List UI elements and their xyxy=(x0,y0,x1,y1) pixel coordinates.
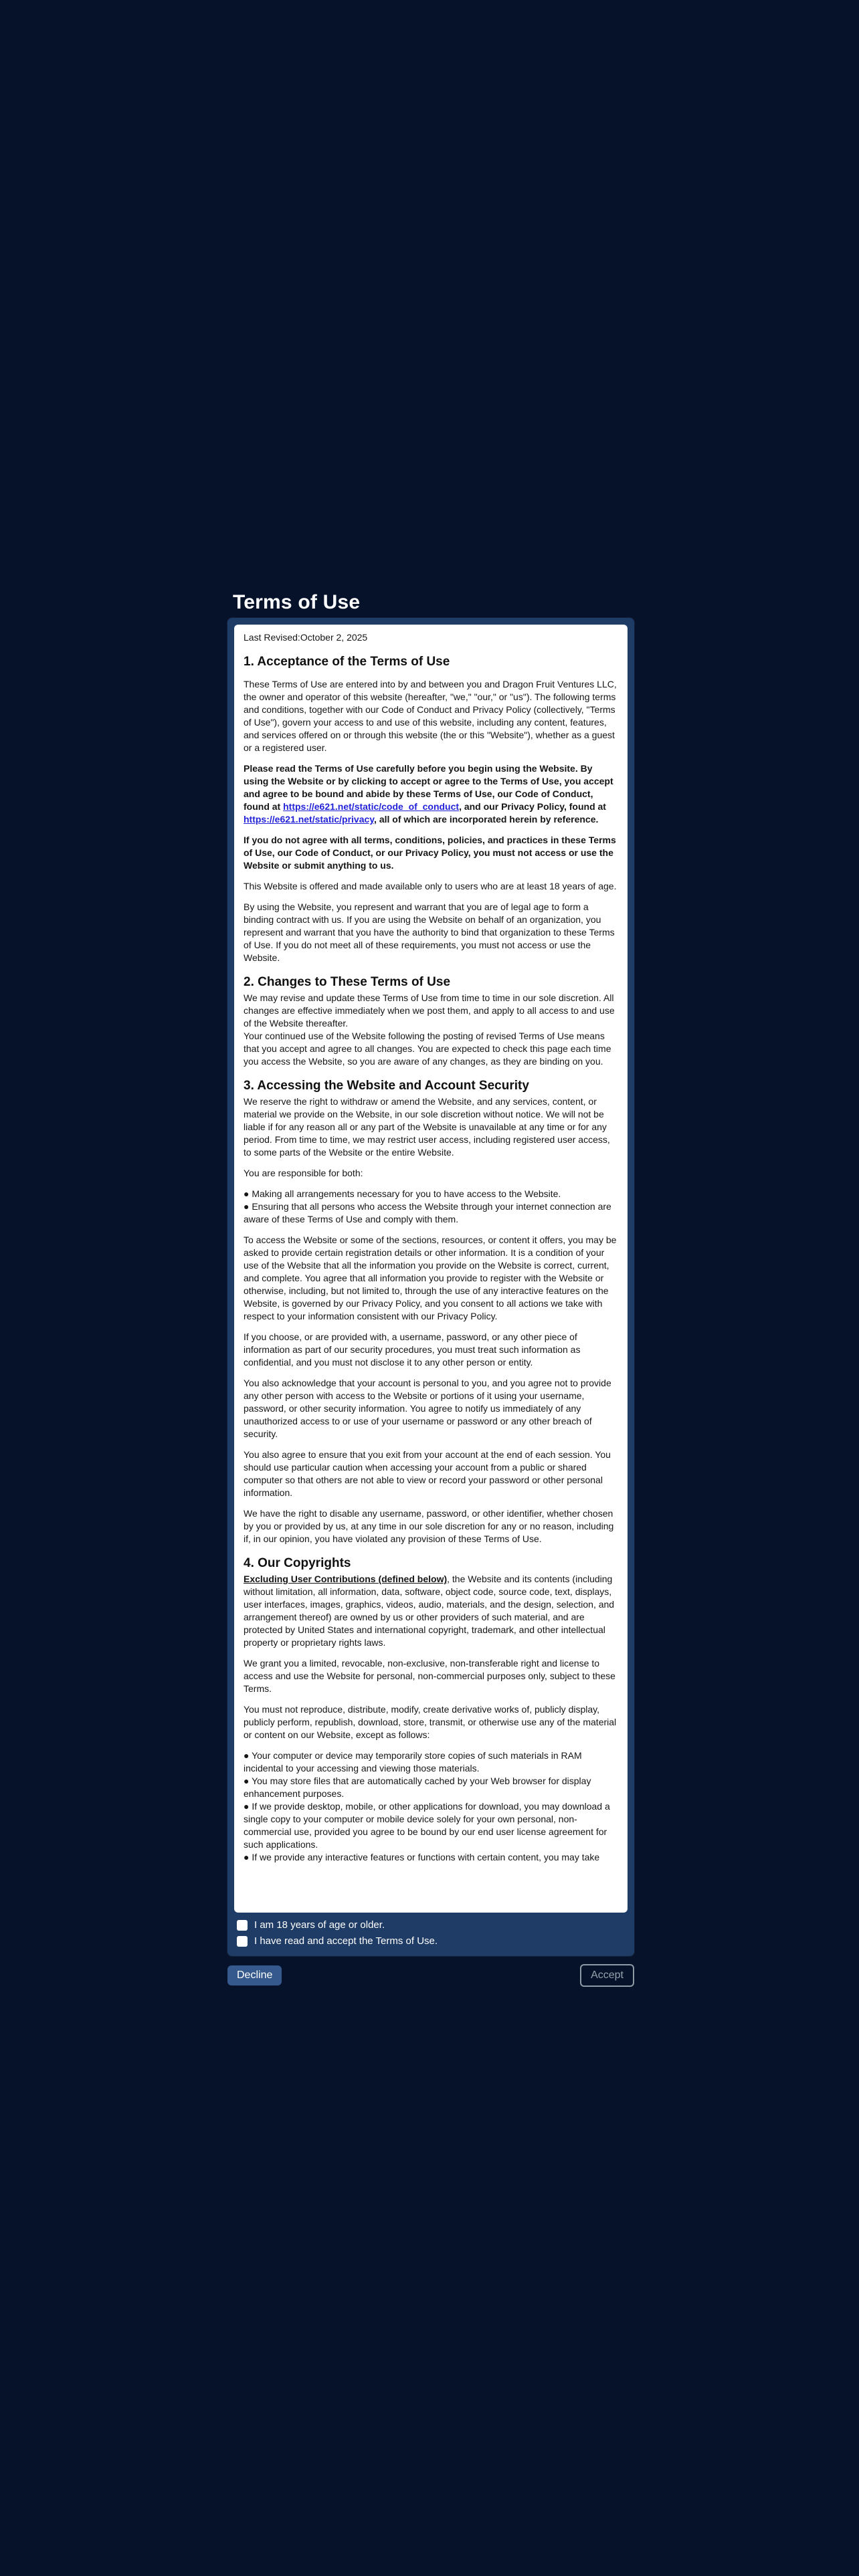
paragraph xyxy=(244,1377,618,1440)
text-run: We have the right to disable any username, password, or other identifier, whether chosen by you or provided by us, at any time in our sole discretion for any or no reason, including if, in our opinion, you have violated any provision of these Terms of Use. xyxy=(244,1508,614,1544)
paragraph xyxy=(244,1331,618,1369)
bullet-item: ● If we provide desktop, mobile, or other applications for download, you may download a single copy to your computer or mobile device solely for your own personal, non-commercial use, provided you agree to be bound by our end user license agreement for such applications. xyxy=(244,1801,610,1850)
code-of-conduct-link[interactable]: https://e621.net/static/code_of_conduct xyxy=(283,801,460,812)
terms-of-use-dialog xyxy=(227,591,634,1987)
paragraph xyxy=(244,678,618,754)
text-run: You also agree to ensure that you exit from your account at the end of each session. You should use particular caution when accessing your account from a public or shared computer so that others are not able to view or record your password or other personal information. xyxy=(244,1449,611,1498)
age-checkbox[interactable] xyxy=(237,1920,248,1931)
text-run: , and our Privacy Policy, found at xyxy=(459,801,606,812)
paragraph xyxy=(244,1167,618,1180)
accept-button[interactable]: Accept xyxy=(580,1964,634,1987)
terms-panel xyxy=(227,618,634,1956)
privacy-policy-link[interactable]: https://e621.net/static/privacy xyxy=(244,814,375,825)
terms-scroll-area[interactable] xyxy=(234,625,628,1913)
text-run: If you choose, or are provided with, a username, password, or any other piece of information as part of our security procedures, you must treat such information as confidential, and you must not disclose it to any other person or entity. xyxy=(244,1331,581,1368)
text-run: , the Website and its contents (including without limitation, all information, data, software, object code, source code, text, displays, user interfaces, images, graphics, videos, audio, materials, and the design, selection, and arrangement thereof) are owned by us or other providers of such material, and are protected by United States and international copyright, trademark, and other intellectual property or proprietary rights laws. xyxy=(244,1574,615,1648)
text-run: We may revise and update these Terms of Use from time to time in our sole discretion. All changes are effective immediately when we post them, and apply to all access to and use of the Website thereafter. xyxy=(244,992,615,1029)
section-heading: 4. Our Copyrights xyxy=(244,1556,351,1570)
text-run: This Website is offered and made available only to users who are at least 18 years of age. xyxy=(244,881,617,891)
paragraph xyxy=(244,1573,618,1649)
page-title: Terms of Use xyxy=(233,591,361,613)
paragraph xyxy=(244,1507,618,1545)
bullet-item: ● Making all arrangements necessary for you to have access to the Website. xyxy=(244,1188,561,1199)
accept-terms-checkbox[interactable] xyxy=(237,1936,248,1947)
text-run: You also acknowledge that your account is personal to you, and you agree not to provide any other person with access to the Website or portions of it using your username, password, or other security information. You agree to notify us immediately of any unauthorized access to or use of your username or password or any other breach of security. xyxy=(244,1378,611,1439)
paragraph xyxy=(244,880,618,893)
paragraph xyxy=(244,901,618,964)
text-run: You must not reproduce, distribute, modify, create derivative works of, publicly display, publicly perform, republish, download, store, transmit, or otherwise use any of the material or content on our Website, except as follows: xyxy=(244,1704,617,1740)
section-heading: 1. Acceptance of the Terms of Use xyxy=(244,655,450,669)
text-run: Excluding User Contributions (defined below) xyxy=(244,1574,448,1584)
text-run: We grant you a limited, revocable, non-exclusive, non-transferable right and license to access and use the Website for personal, non-commercial purposes only, subject to these Terms. xyxy=(244,1658,615,1694)
bullet-item: ● Ensuring that all persons who access the Website through your internet connection are aware of these Terms of Use and comply with them. xyxy=(244,1201,611,1224)
dialog-actions xyxy=(227,1964,634,1987)
paragraph xyxy=(244,1234,618,1323)
accept-terms-checkbox-label: I have read and accept the Terms of Use. xyxy=(254,1935,438,1947)
age-confirmation-row[interactable] xyxy=(237,1919,625,1931)
last-revised-text: Last Revised:October 2, 2025 xyxy=(244,632,368,643)
paragraph xyxy=(244,1657,618,1695)
text-run: You are responsible for both: xyxy=(244,1168,363,1178)
bullet-list xyxy=(244,1749,618,1864)
bullet-item: ● You may store files that are automatically cached by your Web browser for display enhancement purposes. xyxy=(244,1776,591,1799)
text-run: By using the Website, you represent and warrant that you are of legal age to form a binding contract with us. If you are using the Website on behalf of an organization, you represent and warrant that you have the authority to bind that organization to these Terms of Use. If you do not meet all of these requirements, you must not access or use the Website. xyxy=(244,901,615,963)
paragraph xyxy=(244,1703,618,1741)
paragraph xyxy=(244,1095,618,1159)
text-run: If you do not agree with all terms, conditions, policies, and practices in these Terms of Use, our Code of Conduct, or our Privacy Policy, you must not access or use the Website or submit anything to us. xyxy=(244,835,616,871)
decline-button[interactable]: Decline xyxy=(227,1965,282,1985)
paragraph xyxy=(244,762,618,826)
text-run: Please read the Terms of Use carefully before you begin using the Website. By using the Website or by clicking to accept or agree to the Terms of Use, you accept and agree to be bound and abide by these Terms of Use, our Code of Conduct, found at xyxy=(244,763,613,812)
text-run: , all of which are incorporated herein by reference. xyxy=(374,814,599,825)
paragraph xyxy=(244,992,618,1068)
text-run: Your continued use of the Website following the posting of revised Terms of Use means that you accept and agree to all changes. You are expected to check this page each time you access the Website, so you are aware of any changes, as they are binding on you. xyxy=(244,1031,611,1067)
accept-terms-row[interactable] xyxy=(237,1935,625,1947)
text-run: We reserve the right to withdraw or amend the Website, and any services, content, or material we provide on the Website, in our sole discretion without notice. We will not be liable if for any reason all or any part of the Website is unavailable at any time or for any period. From time to time, we may restrict user access, including registered user access, to some parts of the Website or the entire Website. xyxy=(244,1096,610,1158)
consent-checkboxes xyxy=(234,1913,628,1951)
text-run: These Terms of Use are entered into by and between you and Dragon Fruit Ventures LLC, the owner and operator of this website (hereafter, "we," "our," or "us"). The following terms and conditions, together with our Code of Conduct and Privacy Policy (collectively, "Terms of Use"), govern your access to and use of this website, including any content, features, and services offered on or through this website (the or this "Website"), whether as a guest or a registered user. xyxy=(244,679,617,753)
text-run: To access the Website or some of the sections, resources, or content it offers, you may be asked to provide certain registration details or other information. It is a condition of your use of the Website that all the information you provide on the Website is correct, current, and complete. You agree that all information you provide to register with the Website or otherwise, including, but not limited to, through the use of any interactive features on the Website, is governed by our Privacy Policy, and you consent to all actions we take with respect to your information consistent with our Privacy Policy. xyxy=(244,1235,617,1321)
paragraph xyxy=(244,834,618,872)
bullet-item: ● If we provide any interactive features or functions with certain content, you may take xyxy=(244,1852,600,1862)
section-heading: 3. Accessing the Website and Account Security xyxy=(244,1079,529,1093)
paragraph xyxy=(244,1448,618,1499)
age-checkbox-label: I am 18 years of age or older. xyxy=(254,1919,385,1931)
section-heading: 2. Changes to These Terms of Use xyxy=(244,975,451,989)
terms-content xyxy=(244,653,618,1864)
bullet-list xyxy=(244,1188,618,1226)
bullet-item: ● Your computer or device may temporarily store copies of such materials in RAM incidental to your accessing and viewing those materials. xyxy=(244,1750,582,1774)
